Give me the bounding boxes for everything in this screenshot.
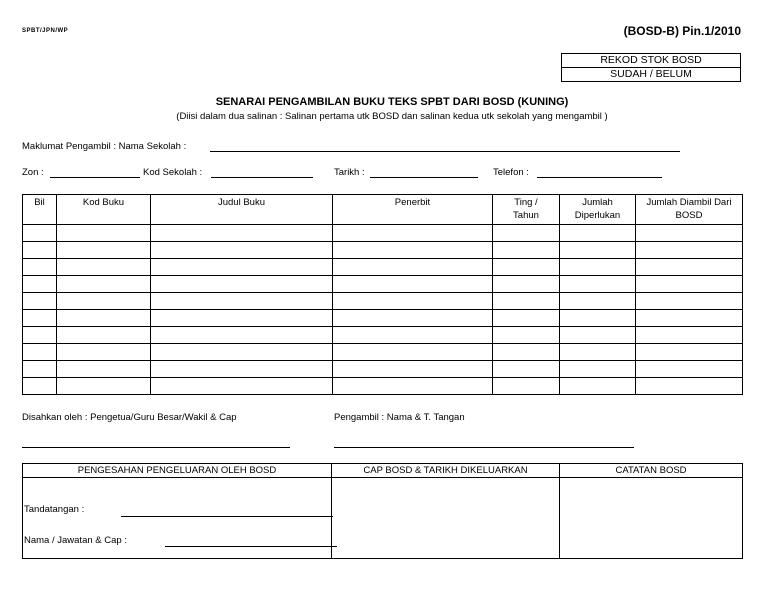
table-cell[interactable] <box>151 293 333 310</box>
stock-status-label: SUDAH / BELUM <box>562 68 741 82</box>
catatan-cell[interactable] <box>560 478 743 559</box>
table-cell[interactable] <box>636 293 743 310</box>
table-cell[interactable] <box>151 310 333 327</box>
pengesahan-cell <box>23 478 332 559</box>
table-cell[interactable] <box>151 259 333 276</box>
form-subtitle: (Diisi dalam dua salinan : Salinan pertama utk BOSD dan salinan kedua utk sekolah yang mengambil ) <box>176 111 608 122</box>
table-cell[interactable] <box>333 259 493 276</box>
table-cell[interactable] <box>560 293 636 310</box>
table-row <box>23 344 743 361</box>
table-cell[interactable] <box>333 293 493 310</box>
table-cell[interactable] <box>333 242 493 259</box>
table-cell[interactable] <box>333 344 493 361</box>
table-cell[interactable] <box>151 361 333 378</box>
table-cell[interactable] <box>560 378 636 395</box>
table-cell[interactable] <box>23 242 57 259</box>
cap-bosd-cell[interactable] <box>332 478 560 559</box>
table-row <box>23 361 743 378</box>
table-cell[interactable] <box>57 259 151 276</box>
table-cell[interactable] <box>493 293 560 310</box>
table-cell[interactable] <box>560 259 636 276</box>
table-cell[interactable] <box>493 259 560 276</box>
table-cell[interactable] <box>151 378 333 395</box>
table-cell[interactable] <box>333 361 493 378</box>
kod-sekolah-label: Kod Sekolah : <box>143 167 203 178</box>
telefon-label: Telefon : <box>493 167 529 178</box>
table-cell[interactable] <box>493 225 560 242</box>
table-cell[interactable] <box>151 344 333 361</box>
table-cell[interactable] <box>560 276 636 293</box>
table-row <box>23 259 743 276</box>
table-row <box>23 293 743 310</box>
telefon-line[interactable] <box>537 177 662 178</box>
stock-record-label: REKOD STOK BOSD <box>562 54 741 68</box>
table-cell[interactable] <box>151 276 333 293</box>
table-cell[interactable] <box>57 293 151 310</box>
table-cell[interactable] <box>493 327 560 344</box>
nama-sekolah-line[interactable] <box>210 151 680 152</box>
form-id: (BOSD-B) Pin.1/2010 <box>623 24 741 38</box>
table-cell[interactable] <box>560 344 636 361</box>
table-cell[interactable] <box>636 310 743 327</box>
table-cell[interactable] <box>57 344 151 361</box>
book-list-table <box>22 194 743 395</box>
table-cell[interactable] <box>23 344 57 361</box>
table-row <box>23 310 743 327</box>
zon-label: Zon : <box>22 167 44 178</box>
col-judul-buku: Judul Buku <box>151 195 333 225</box>
table-cell[interactable] <box>23 225 57 242</box>
table-cell[interactable] <box>636 344 743 361</box>
table-cell[interactable] <box>560 242 636 259</box>
bosd-release-table <box>22 463 743 559</box>
tarikh-line[interactable] <box>370 177 478 178</box>
form-code: SPBT/JPN/WP <box>22 28 69 34</box>
col-jumlah-diambil: Jumlah Diambil Dari BOSD <box>636 195 743 225</box>
table-cell[interactable] <box>493 276 560 293</box>
table-row <box>23 242 743 259</box>
col-kod-buku: Kod Buku <box>57 195 151 225</box>
col-cap-bosd: CAP BOSD & TARIKH DIKELUARKAN <box>332 464 560 478</box>
table-cell[interactable] <box>636 361 743 378</box>
pengambil-signature-line[interactable] <box>334 447 634 448</box>
table-cell[interactable] <box>57 276 151 293</box>
col-ting-tahun: Ting / Tahun <box>493 195 560 225</box>
table-cell[interactable] <box>57 225 151 242</box>
table-cell[interactable] <box>493 310 560 327</box>
nama-jawatan-line[interactable] <box>165 546 337 547</box>
table-row <box>23 225 743 242</box>
col-pengesahan: PENGESAHAN PENGELUARAN OLEH BOSD <box>23 464 332 478</box>
col-jumlah-diperlukan: Jumlah Diperlukan <box>560 195 636 225</box>
table-cell[interactable] <box>636 276 743 293</box>
pengambil-label: Pengambil : Nama & T. Tangan <box>334 412 465 423</box>
tarikh-label: Tarikh : <box>334 167 365 178</box>
table-cell[interactable] <box>333 276 493 293</box>
table-cell[interactable] <box>636 259 743 276</box>
table-cell[interactable] <box>57 361 151 378</box>
table-cell[interactable] <box>560 310 636 327</box>
table-cell[interactable] <box>560 225 636 242</box>
table-cell[interactable] <box>493 361 560 378</box>
table-row <box>23 378 743 395</box>
table-cell[interactable] <box>333 225 493 242</box>
disahkan-label: Disahkan oleh : Pengetua/Guru Besar/Wakil & Cap <box>22 412 237 423</box>
table-row <box>23 327 743 344</box>
col-bil: Bil <box>23 195 57 225</box>
stock-record-box <box>561 53 741 82</box>
table-cell[interactable] <box>560 327 636 344</box>
form-title: SENARAI PENGAMBILAN BUKU TEKS SPBT DARI BOSD (KUNING) <box>215 96 569 108</box>
maklumat-pengambil-label: Maklumat Pengambil : Nama Sekolah : <box>22 141 187 152</box>
col-catatan: CATATAN BOSD <box>560 464 743 478</box>
table-cell[interactable] <box>57 242 151 259</box>
table-cell[interactable] <box>636 225 743 242</box>
table-cell[interactable] <box>23 327 57 344</box>
table-cell[interactable] <box>151 242 333 259</box>
table-cell[interactable] <box>333 310 493 327</box>
kod-sekolah-line[interactable] <box>211 177 313 178</box>
table-cell[interactable] <box>636 242 743 259</box>
table-cell[interactable] <box>560 361 636 378</box>
table-cell[interactable] <box>23 276 57 293</box>
table-cell[interactable] <box>23 293 57 310</box>
zon-line[interactable] <box>50 177 140 178</box>
table-cell[interactable] <box>493 378 560 395</box>
table-cell[interactable] <box>23 361 57 378</box>
table-cell[interactable] <box>151 327 333 344</box>
table-cell[interactable] <box>333 327 493 344</box>
table-cell[interactable] <box>57 378 151 395</box>
table-cell[interactable] <box>493 242 560 259</box>
table-cell[interactable] <box>23 378 57 395</box>
col-penerbit: Penerbit <box>333 195 493 225</box>
table-cell[interactable] <box>57 310 151 327</box>
tandatangan-label: Tandatangan : <box>24 504 85 515</box>
table-cell[interactable] <box>23 310 57 327</box>
tandatangan-line[interactable] <box>121 516 333 517</box>
disahkan-signature-line[interactable] <box>22 447 290 448</box>
table-cell[interactable] <box>636 378 743 395</box>
table-cell[interactable] <box>493 344 560 361</box>
table-row <box>23 276 743 293</box>
table-cell[interactable] <box>636 327 743 344</box>
table-cell[interactable] <box>151 225 333 242</box>
table-cell[interactable] <box>333 378 493 395</box>
table-cell[interactable] <box>57 327 151 344</box>
table-cell[interactable] <box>23 259 57 276</box>
nama-jawatan-label: Nama / Jawatan & Cap : <box>24 535 127 546</box>
